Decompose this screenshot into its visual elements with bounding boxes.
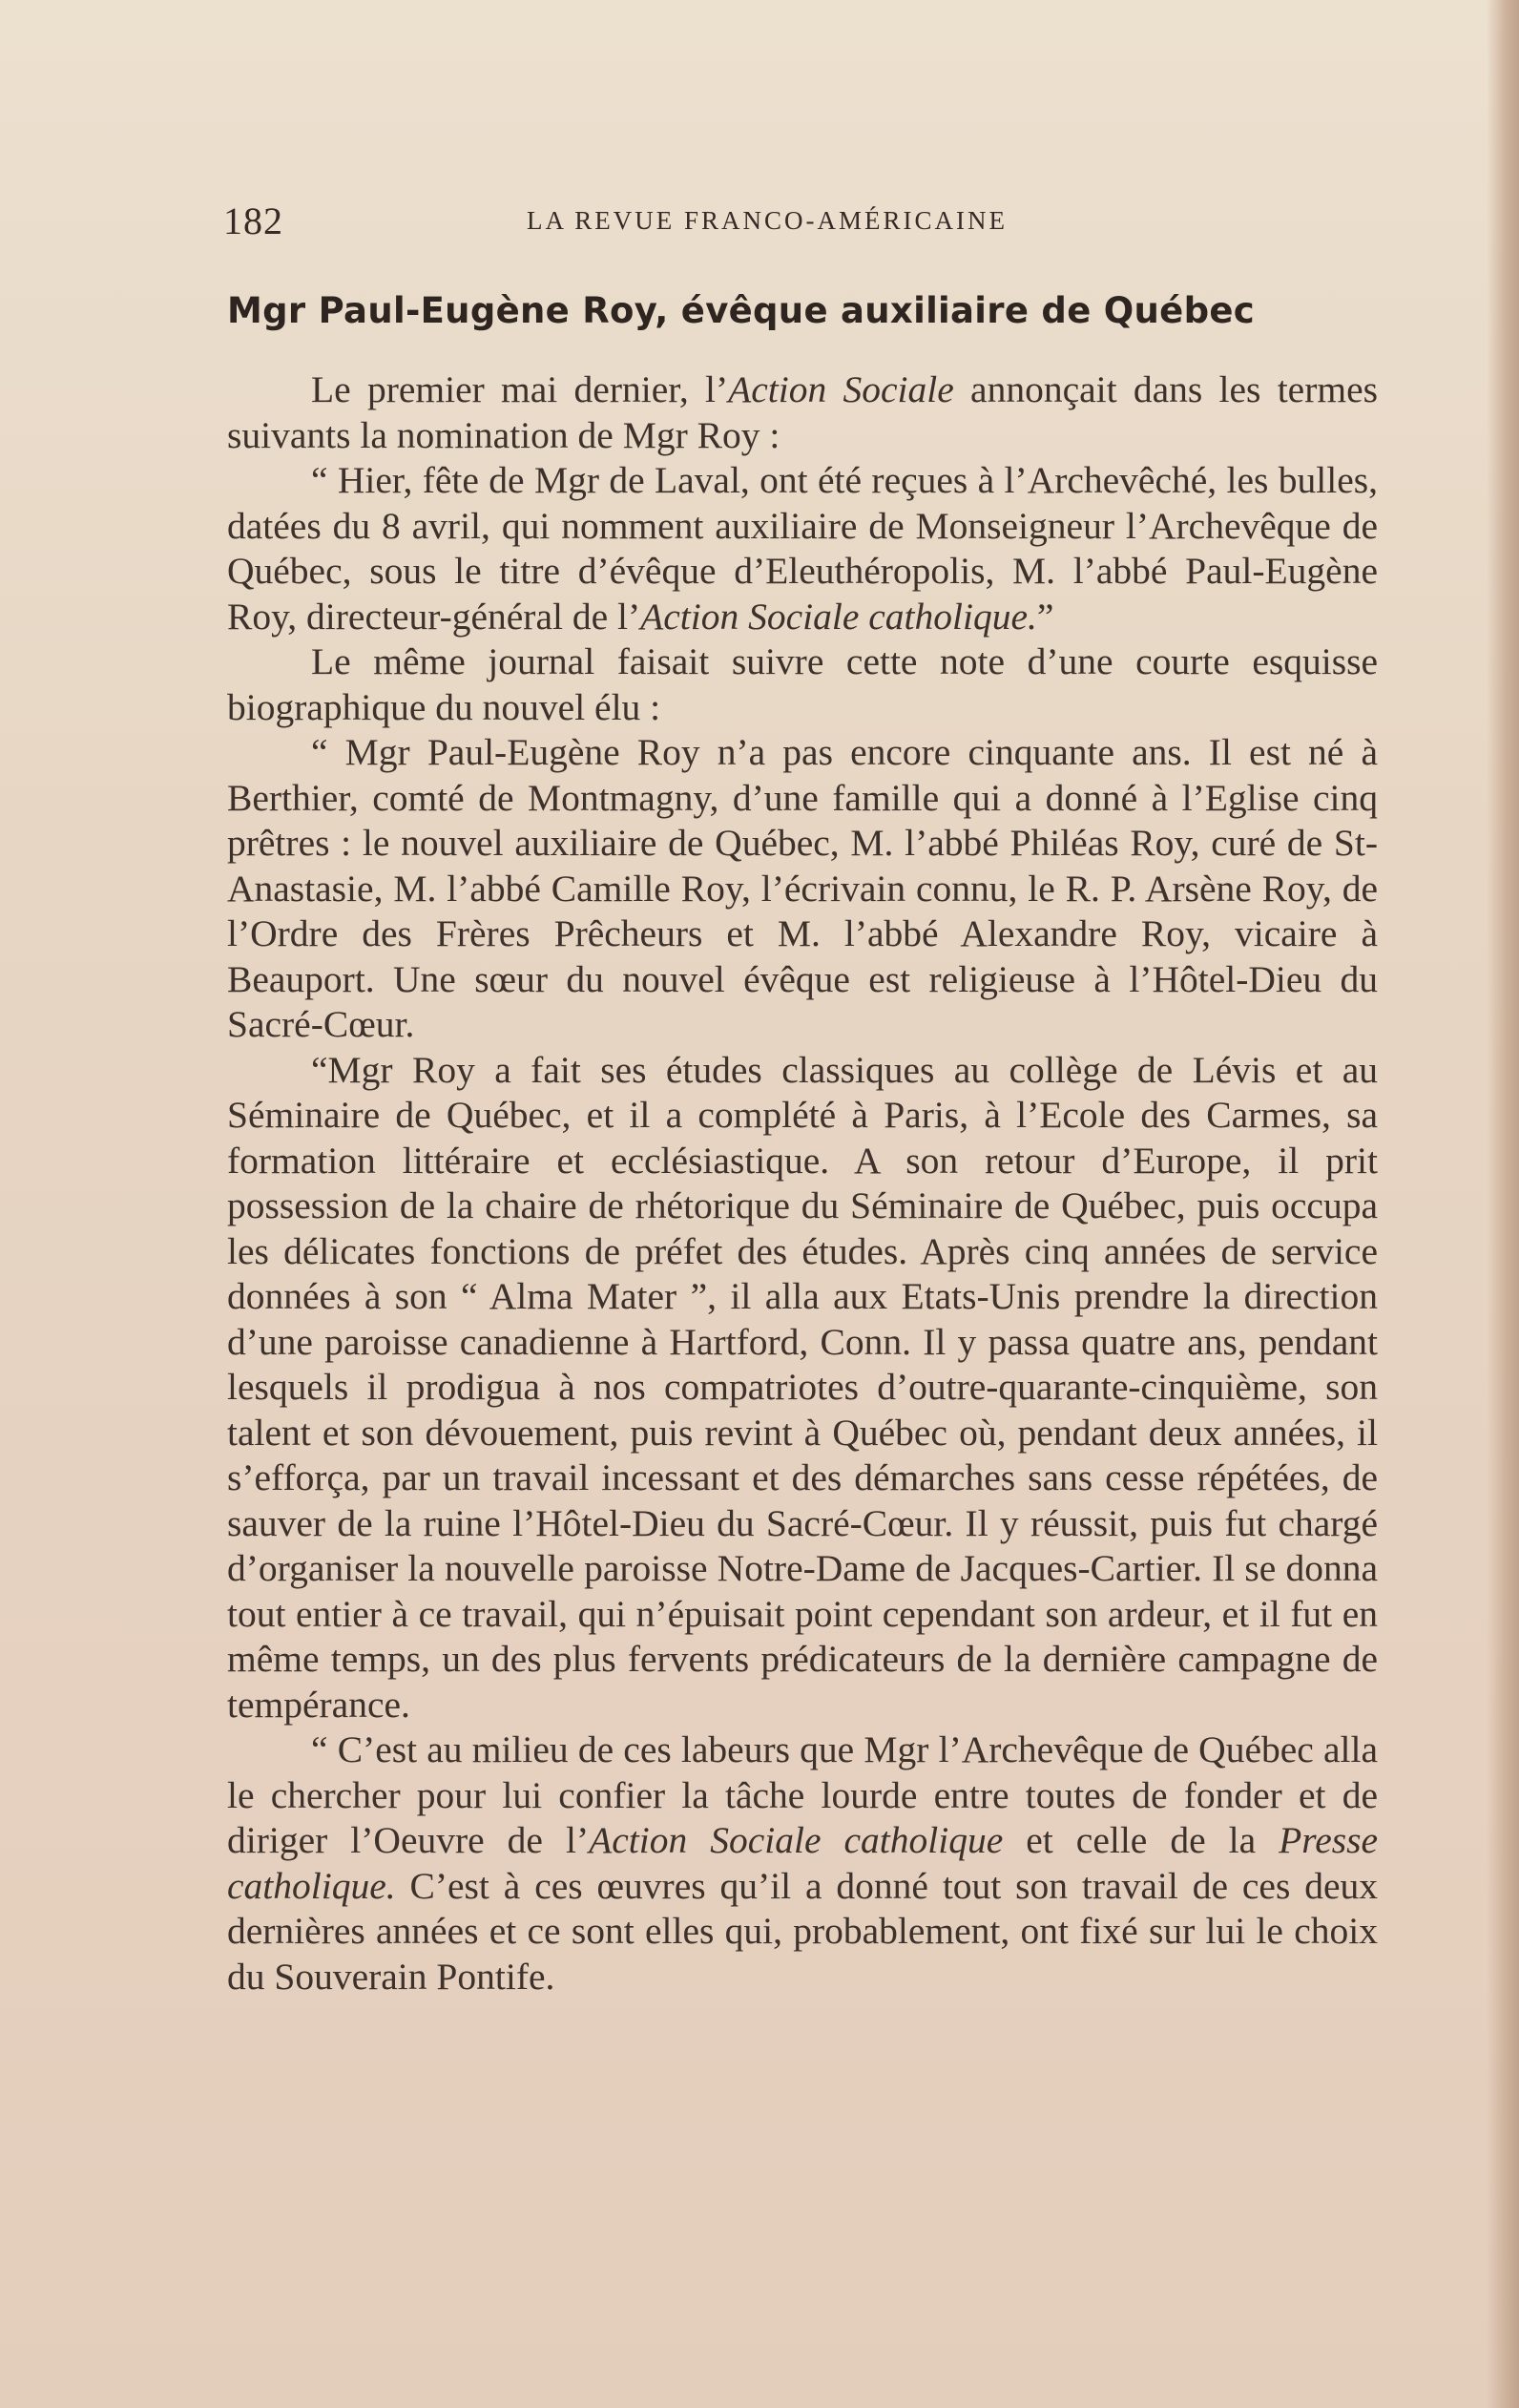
text-run: annonçait dans les termes suivants la nomination de Mgr Roy : <box>227 368 1378 456</box>
paragraph-6 <box>227 1727 1378 2000</box>
article-body <box>227 367 1378 2000</box>
paragraph-1 <box>227 367 1378 458</box>
page-number: 182 <box>223 199 283 242</box>
text-run: et celle de la <box>1003 1819 1280 1861</box>
italic-title-action-sociale-catholique: Action Sociale catholique. <box>640 595 1037 638</box>
journal-title: LA REVUE FRANCO-AMÉRICAINE <box>527 206 1009 235</box>
italic-title-action-sociale: Action Sociale <box>728 368 954 410</box>
paragraph-5: “Mgr Roy a fait ses études classiques au collège de Lévis et au Séminaire de Québec, et il a complété à Paris, à l’Ecole des Carmes, sa formation littéraire et ecclésiastique. A son retour d’Europe, il prit possession de la chaire de rhétorique du Séminaire de Québec, puis occupa les délicates fonctions de préfet des études. Après cinq années de service données à son “ Alma Mater ”, il alla aux Etats-Unis prendre la direction d’une paroisse canadienne à Hartford, Conn. Il y passa quatre ans, pendant lesquels il prodigua à nos compatriotes d’outre-quarante-cinquième, son talent et son dévouement, puis revint à Québec où, pendant deux années, il s’efforça, par un travail incessant et des démarches sans cesse répétées, de sauver de la ruine l’Hôtel-Dieu du Sacré-Cœur. Il y réussit, puis fut chargé d’organiser la nouvelle paroisse Notre-Dame de Jacques-Cartier. Il se donna tout entier à ce travail, qui n’épuisait point cependant son ardeur, et il fut en même temps, un des plus fervents prédicateurs de la dernière campagne de tempérance. <box>227 1048 1378 1726</box>
italic-title-action-sociale-catholique: Action Sociale catholique <box>589 1819 1004 1861</box>
page-edge-shadow <box>1487 0 1519 2408</box>
italic-title-presse-catholique: Presse catholique. <box>227 1819 1378 1907</box>
text-run: “ Hier, fête de Mgr de Laval, ont été reçues à l’Archevêché, les bulles, datées du 8 avril, qui nomment auxiliaire de Monseigneur l’Archevêque de Québec, sous le titre d’évêque d’Eleuthéropolis, M. l’abbé Paul-Eugène Roy, directeur-général de l’ <box>227 459 1378 638</box>
article-title: Mgr Paul-Eugène Roy, évêque auxiliaire de Québec <box>227 290 1255 331</box>
running-head <box>223 199 1378 252</box>
article <box>227 290 1378 2000</box>
paragraph-4: “ Mgr Paul-Eugène Roy n’a pas encore cinquante ans. Il est né à Berthier, comté de Montmagny, d’une famille qui a donné à l’Eglise cinq prêtres : le nouvel auxiliaire de Québec, M. l’abbé Philéas Roy, curé de St-Anastasie, M. l’abbé Camille Roy, l’écrivain connu, le R. P. Arsène Roy, de l’Ordre des Frères Prêcheurs et M. l’abbé Alexandre Roy, vicaire à Beauport. Une sœur du nouvel évêque est religieuse à l’Hôtel-Dieu du Sacré-Cœur. <box>227 731 1378 1045</box>
paragraph-3: Le même journal faisait suivre cette note d’une courte esquisse biographique du nouvel élu : <box>227 640 1378 728</box>
text-run: ” <box>1036 595 1054 638</box>
paragraph-2 <box>227 458 1378 639</box>
text-run: “ C’est au milieu de ces labeurs que Mgr l’Archevêque de Québec alla le chercher pour lui confier la tâche lourde entre toutes de fonder et de diriger l’Oeuvre de l’ <box>227 1728 1378 1861</box>
text-run: C’est à ces œuvres qu’il a donné tout son travail de ces deux dernières années et ce sont elles qui, probablement, ont fixé sur lui le choix du Souverain Pontife. <box>227 1864 1378 1998</box>
text-run: Le premier mai dernier, l’ <box>311 368 729 410</box>
